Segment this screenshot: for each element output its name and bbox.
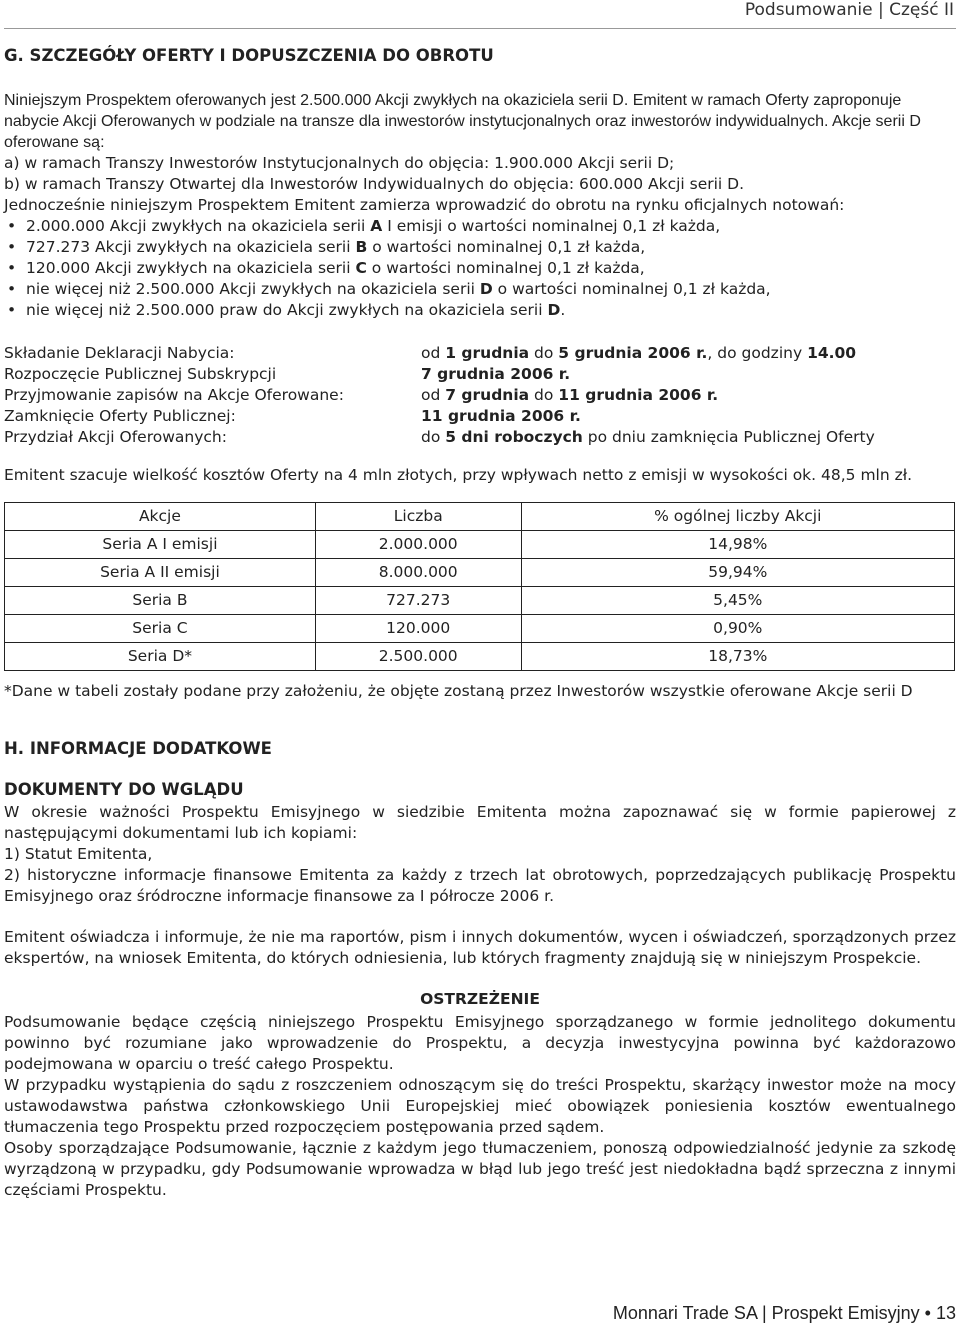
table-cell: 8.000.000 xyxy=(315,559,521,587)
schedule-value-part: 7 grudnia xyxy=(445,386,530,404)
bullet-text: o wartości nominalnej 0,1 zł każda, xyxy=(492,280,771,298)
page-header: Podsumowanie | Część II xyxy=(744,0,954,20)
page-content xyxy=(4,45,956,1201)
series-letter: D xyxy=(547,301,561,319)
share-series-list xyxy=(4,216,956,321)
table-cell: Seria D* xyxy=(5,643,316,671)
table-row xyxy=(5,587,955,615)
bullet-text: 2.000.000 Akcji zwykłych na okaziciela serii xyxy=(26,217,371,235)
schedule-label: Przyjmowanie zapisów na Akcje Oferowane: xyxy=(4,386,344,404)
experts-declaration: Emitent oświadcza i informuje, że nie ma raportów, pism i innych dokumentów, wycen i oświadczeń, sporządzonych przez ekspertów, na wniosek Emitenta, do których odniesienia, lub których fragmenty znajdują się w niniejszym Prospekcie. xyxy=(4,928,956,967)
documents-item-1: 1) Statut Emitenta, xyxy=(4,845,153,863)
schedule-label: Zamknięcie Oferty Publicznej: xyxy=(4,407,236,425)
warning-paragraph-3: Osoby sporządzające Podsumowanie, łącznie z każdym jego tłumaczeniem, ponoszą odpowiedzialność jedynie za szkodę wyrządzoną w przypadku, gdy Podsumowanie wprowadza w błąd lub jego treść jest niedokładna bądź sprzeczna z innymi częściami Prospektu. xyxy=(4,1139,956,1199)
bullet-text: 120.000 Akcji zwykłych na okaziciela serii xyxy=(26,259,356,277)
schedule-value-part: od xyxy=(421,386,446,404)
schedule-value-part: 5 dni roboczych xyxy=(445,428,583,446)
bullet-text: I emisji o wartości nominalnej 0,1 zł każda, xyxy=(382,217,721,235)
schedule-value-part: po dniu zamknięcia Publicznej Oferty xyxy=(582,428,875,446)
table-cell: 59,94% xyxy=(521,559,954,587)
table-cell: 0,90% xyxy=(521,615,954,643)
table-row xyxy=(5,615,955,643)
table-row xyxy=(5,643,955,671)
schedule-value-part: do xyxy=(529,386,559,404)
schedule-value xyxy=(421,343,956,364)
schedule-value xyxy=(421,385,956,406)
schedule-value xyxy=(421,364,956,385)
table-header-row xyxy=(5,503,955,531)
section-g-title: G. SZCZEGÓŁY OFERTY I DOPUSZCZENIA DO OBROTU xyxy=(4,46,494,65)
schedule-value-part: 11 grudnia 2006 r. xyxy=(421,407,581,425)
column-header: Liczba xyxy=(315,503,521,531)
documents-title: DOKUMENTY DO WGLĄDU xyxy=(4,780,244,799)
header-divider xyxy=(4,28,956,29)
schedule-value-part: 14.00 xyxy=(807,344,857,362)
table-cell: 2.500.000 xyxy=(315,643,521,671)
bullet-text: nie więcej niż 2.500.000 praw do Akcji zwykłych na okaziciela serii xyxy=(26,301,548,319)
bullet-text: nie więcej niż 2.500.000 Akcji zwykłych na okaziciela serii xyxy=(26,280,480,298)
offer-costs: Emitent szacuje wielkość kosztów Oferty na 4 mln złotych, przy wpływach netto z emisji w wysokości ok. 48,5 mln zł. xyxy=(4,466,913,484)
schedule-value-part: 11 grudnia 2006 r. xyxy=(558,386,719,404)
warning-paragraph-1: Podsumowanie będące częścią niniejszego Prospektu Emisyjnego sporządzanego w formie jednolitego dokumentu powinno być rozumiane jako wprowadzenie do Prospektu, a decyzja inwestycyjna powinna być każdorazowo podejmowana w oparciu o treść całego Prospektu. xyxy=(4,1013,956,1073)
list-item xyxy=(4,216,956,237)
list-item xyxy=(4,237,956,258)
column-header: % ogólnej liczby Akcji xyxy=(521,503,954,531)
table-footnote: *Dane w tabeli zostały podane przy założeniu, że objęte zostaną przez Inwestorów wszystkie oferowane Akcje serii D xyxy=(4,682,913,700)
list-item xyxy=(4,300,956,321)
section-h-title: H. INFORMACJE DODATKOWE xyxy=(4,739,272,758)
table-cell: 18,73% xyxy=(521,643,954,671)
warning-paragraph-2: W przypadku wystąpienia do sądu z roszczeniem odnoszącym się do treści Prospektu, skarżący inwestor może na mocy ustawodawstwa państwa członkowskiego Unii Europejskiej mieć obowiązek poniesienia kosztów ewentualnego tłumaczenia tego Prospektu przed rozpoczęciem postępowania przed sądem. xyxy=(4,1076,956,1136)
table-cell: 2.000.000 xyxy=(315,531,521,559)
series-letter: B xyxy=(355,238,368,256)
table-cell: Seria C xyxy=(5,615,316,643)
bullet-text: o wartości nominalnej 0,1 zł każda, xyxy=(366,259,645,277)
table-cell: 5,45% xyxy=(521,587,954,615)
documents-intro: W okresie ważności Prospektu Emisyjnego w siedzibie Emitenta można zapoznawać się w formie papierowej z następującymi dokumentami lub ich kopiami: xyxy=(4,803,956,842)
schedule-value-part: 5 grudnia 2006 r. xyxy=(558,344,708,362)
schedule-value-part: 1 grudnia xyxy=(445,344,530,362)
page-footer: Monnari Trade SA | Prospekt Emisyjny • 13 xyxy=(612,1303,956,1323)
offer-schedule xyxy=(4,343,956,448)
tranche-b: b) w ramach Transzy Otwartej dla Inwestorów Indywidualnych do objęcia: 600.000 Akcji serii D. xyxy=(4,175,745,193)
table-cell: 727.273 xyxy=(315,587,521,615)
list-item xyxy=(4,258,956,279)
series-letter: C xyxy=(355,259,367,277)
bullet-text: . xyxy=(560,301,566,319)
schedule-label: Składanie Deklaracji Nabycia: xyxy=(4,344,235,362)
table-row xyxy=(5,531,955,559)
schedule-value-part: do xyxy=(421,428,446,446)
list-item xyxy=(4,279,956,300)
listing-intent: Jednocześnie niniejszym Prospektem Emitent zamierza wprowadzić do obrotu na rynku oficjalnych notowań: xyxy=(4,196,845,214)
series-letter: D xyxy=(479,280,493,298)
schedule-value-part: 7 grudnia 2006 r. xyxy=(421,365,571,383)
schedule-value xyxy=(421,406,956,427)
schedule-label: Rozpoczęcie Publicznej Subskrypcji xyxy=(4,365,277,383)
shares-table xyxy=(4,502,955,671)
schedule-value-part: od xyxy=(421,344,446,362)
table-cell: Seria A II emisji xyxy=(5,559,316,587)
table-cell: Seria B xyxy=(5,587,316,615)
table-cell: Seria A I emisji xyxy=(5,531,316,559)
bullet-text: 727.273 Akcji zwykłych na okaziciela serii xyxy=(26,238,356,256)
table-row xyxy=(5,559,955,587)
documents-item-2: 2) historyczne informacje finansowe Emitenta za każdy z trzech lat obrotowych, poprzedzających publikację Prospektu Emisyjnego oraz śródroczne informacje finansowe za I półrocze 2006 r. xyxy=(4,866,956,905)
schedule-label: Przydział Akcji Oferowanych: xyxy=(4,428,227,446)
schedule-value-part: , do godziny xyxy=(707,344,808,362)
offer-intro: Niniejszym Prospektem oferowanych jest 2.500.000 Akcji zwykłych na okaziciela serii D. Emitent w ramach Oferty zaproponuje nabycie Akcji Oferowanych w podziale na transze dla inwestorów instytucjonalnych oraz inwestorów indywidualnych. Akcje serii D oferowane są: xyxy=(4,92,921,151)
series-letter: A xyxy=(370,217,383,235)
column-header: Akcje xyxy=(5,503,316,531)
tranche-a: a) w ramach Transzy Inwestorów Instytucjonalnych do objęcia: 1.900.000 Akcji serii D; xyxy=(4,154,675,172)
bullet-text: o wartości nominalnej 0,1 zł każda, xyxy=(367,238,646,256)
schedule-value-part: do xyxy=(529,344,559,362)
table-cell: 120.000 xyxy=(315,615,521,643)
schedule-value xyxy=(421,427,956,448)
warning-title: OSTRZEŻENIE xyxy=(420,990,540,1008)
table-cell: 14,98% xyxy=(521,531,954,559)
